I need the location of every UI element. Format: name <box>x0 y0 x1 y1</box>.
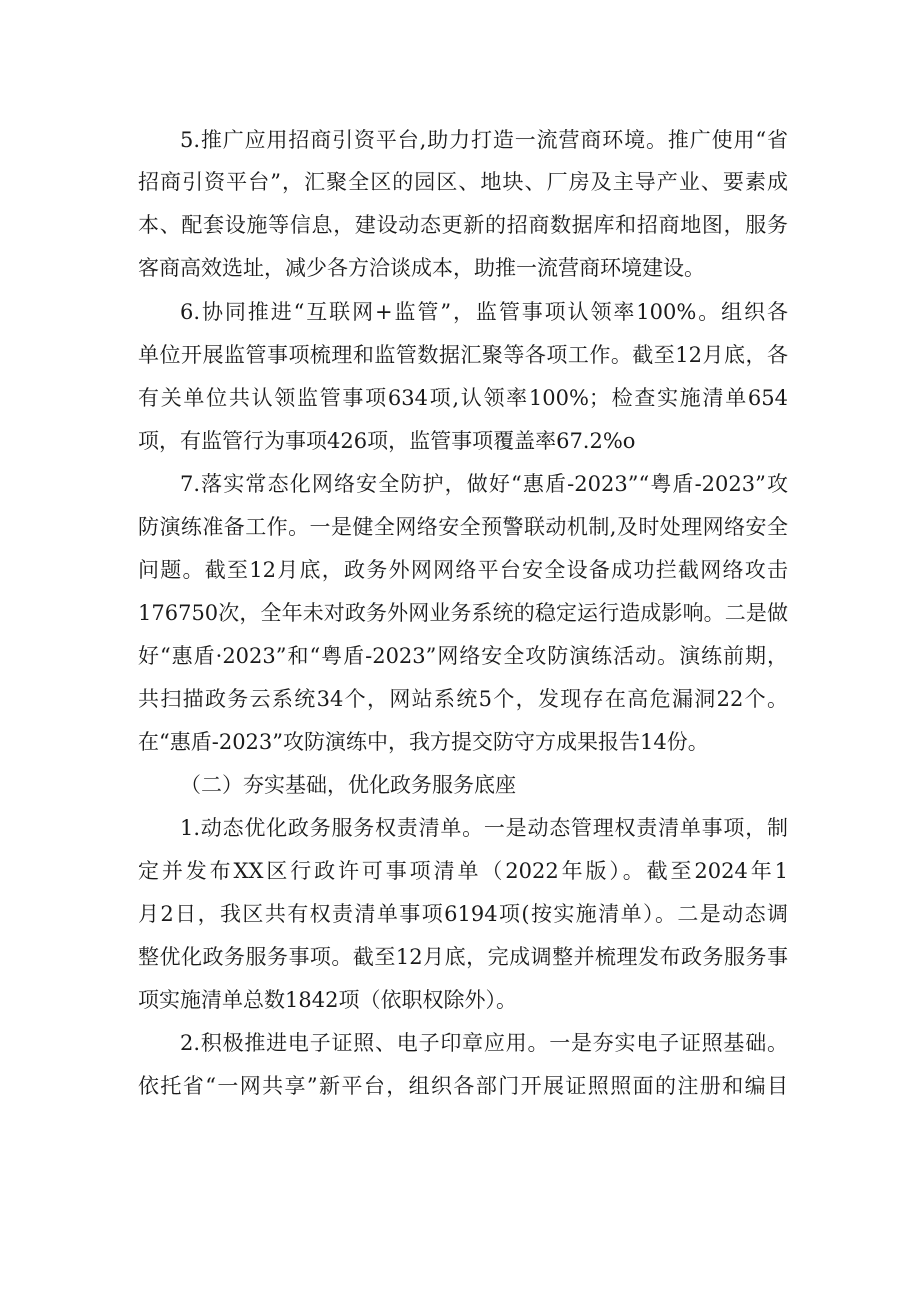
para-7-line-4: 176750次，全年未对政务外网业务系统的稳定运行造成影响。二是做 <box>138 601 788 625</box>
para-6-line-4: 项，有监管行为事项426项，监管事项覆盖率67.2%o <box>138 429 636 453</box>
para-7-line-7: 在“惠盾-2023”攻防演练中，我方提交防守方成果报告14份。 <box>138 730 709 754</box>
para-6-line-2: 单位开展监管事项梳理和监管数据汇聚等各项工作。截至12月底，各 <box>138 343 788 367</box>
para-1-line-1: 1.动态优化政务服务权责清单。一是动态管理权责清单事项，制 <box>180 816 788 840</box>
para-1-line-5: 项实施清单总数1842项（依职权除外）。 <box>138 988 517 1012</box>
para-2-line-1: 2.积极推进电子证照、电子印章应用。一是夯实电子证照基础。 <box>180 1031 788 1055</box>
para-7-line-3: 问题。截至12月底，政务外网网络平台安全设备成功拦截网络攻击 <box>138 558 788 582</box>
para-7-line-2: 防演练准备工作。一是健全网络安全预警联动机制,及时处理网络安全 <box>138 515 788 539</box>
para-5-line-3: 本、配套设施等信息，建设动态更新的招商数据库和招商地图，服务 <box>138 213 788 237</box>
para-7-line-1: 7.落实常态化网络安全防护，做好“惠盾-2023”“粤盾-2023”攻 <box>180 472 788 496</box>
para-2-line-2: 依托省“一网共享”新平台，组织各部门开展证照照面的注册和编目 <box>138 1074 788 1098</box>
para-5-line-2: 招商引资平台”，汇聚全区的园区、地块、厂房及主导产业、要素成 <box>138 170 788 194</box>
para-7-line-6: 共扫描政务云系统34个，网站系统5个，发现存在高危漏洞22个。 <box>138 687 788 711</box>
para-6-line-1: 6.协同推进“互联网+监管”，监管事项认领率100%。组织各 <box>180 300 788 324</box>
para-5-line-4: 客商高效选址，减少各方洽谈成本，助推一流营商环境建设。 <box>138 256 705 280</box>
para-1-line-3: 月2日，我区共有权责清单事项6194项(按实施清单）。二是动态调 <box>138 902 788 926</box>
section-heading: （二）夯实基础，优化政务服务底座 <box>180 773 516 797</box>
para-6-line-3: 有关单位共认领监管事项634项,认领率100%；检查实施清单654 <box>138 386 788 410</box>
para-1-line-4: 整优化政务服务事项。截至12月底，完成调整并梳理发布政务服务事 <box>138 945 788 969</box>
para-7-line-5: 好“惠盾·2023”和“粤盾-2023”网络安全攻防演练活动。演练前期， <box>138 644 788 668</box>
para-1-line-2: 定并发布XX区行政许可事项清单（2022年版）。截至2024年1 <box>138 859 788 883</box>
para-5-line-1: 5.推广应用招商引资平台,助力打造一流营商环境。推广使用“省 <box>180 128 788 152</box>
